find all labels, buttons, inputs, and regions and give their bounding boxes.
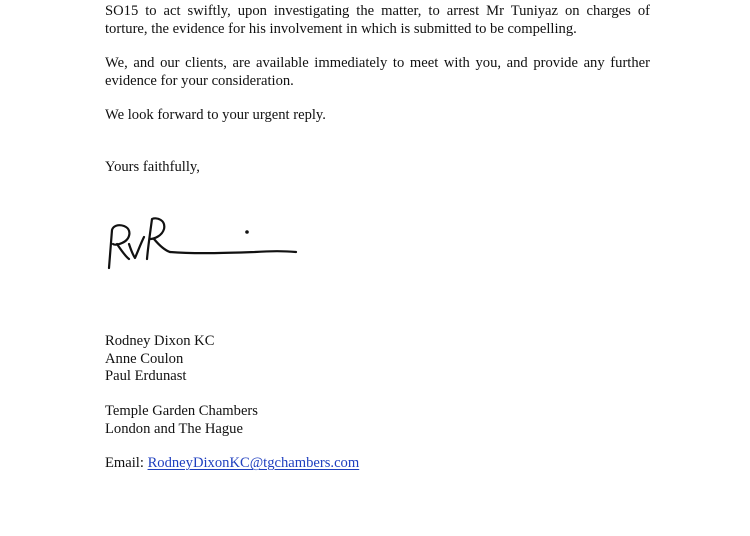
signatories — [105, 333, 650, 386]
closing — [105, 159, 650, 177]
paragraph-fragment — [105, 3, 650, 38]
paragraph-fragment-line-1: torture, the evidence for his involvement in which is submitted to be compelling. — [105, 20, 577, 37]
signatory-name: Rodney Dixon KC — [105, 333, 215, 349]
paragraph-meet-line-1: evidence for your consideration. — [105, 72, 294, 89]
email-link[interactable]: RodneyDixonKC@tgchambers.com — [147, 455, 360, 471]
paragraph-fragment-line-0: SO15 to act swiftly, upon investigating the matter, to arrest Mr Tuniyaz on charges of — [105, 3, 650, 19]
chambers-block — [105, 403, 650, 438]
signatory-name: Paul Erdunast — [105, 368, 187, 384]
chambers-location: London and The Hague — [105, 420, 243, 437]
email-label: Email: — [105, 455, 148, 471]
handwritten-signature-icon — [100, 212, 315, 272]
paragraph-meet — [105, 55, 650, 90]
chambers-name: Temple Garden Chambers — [105, 403, 258, 419]
closing-text: Yours faithfully, — [105, 159, 200, 175]
paragraph-reply — [105, 107, 650, 125]
paragraph-meet-line-0: We, and our clients, are available immediately to meet with you, and provide any further — [105, 55, 650, 71]
paragraph-reply-text: We look forward to your urgent reply. — [105, 107, 326, 123]
signatory-name: Anne Coulon — [105, 350, 184, 367]
email-line — [105, 455, 650, 473]
